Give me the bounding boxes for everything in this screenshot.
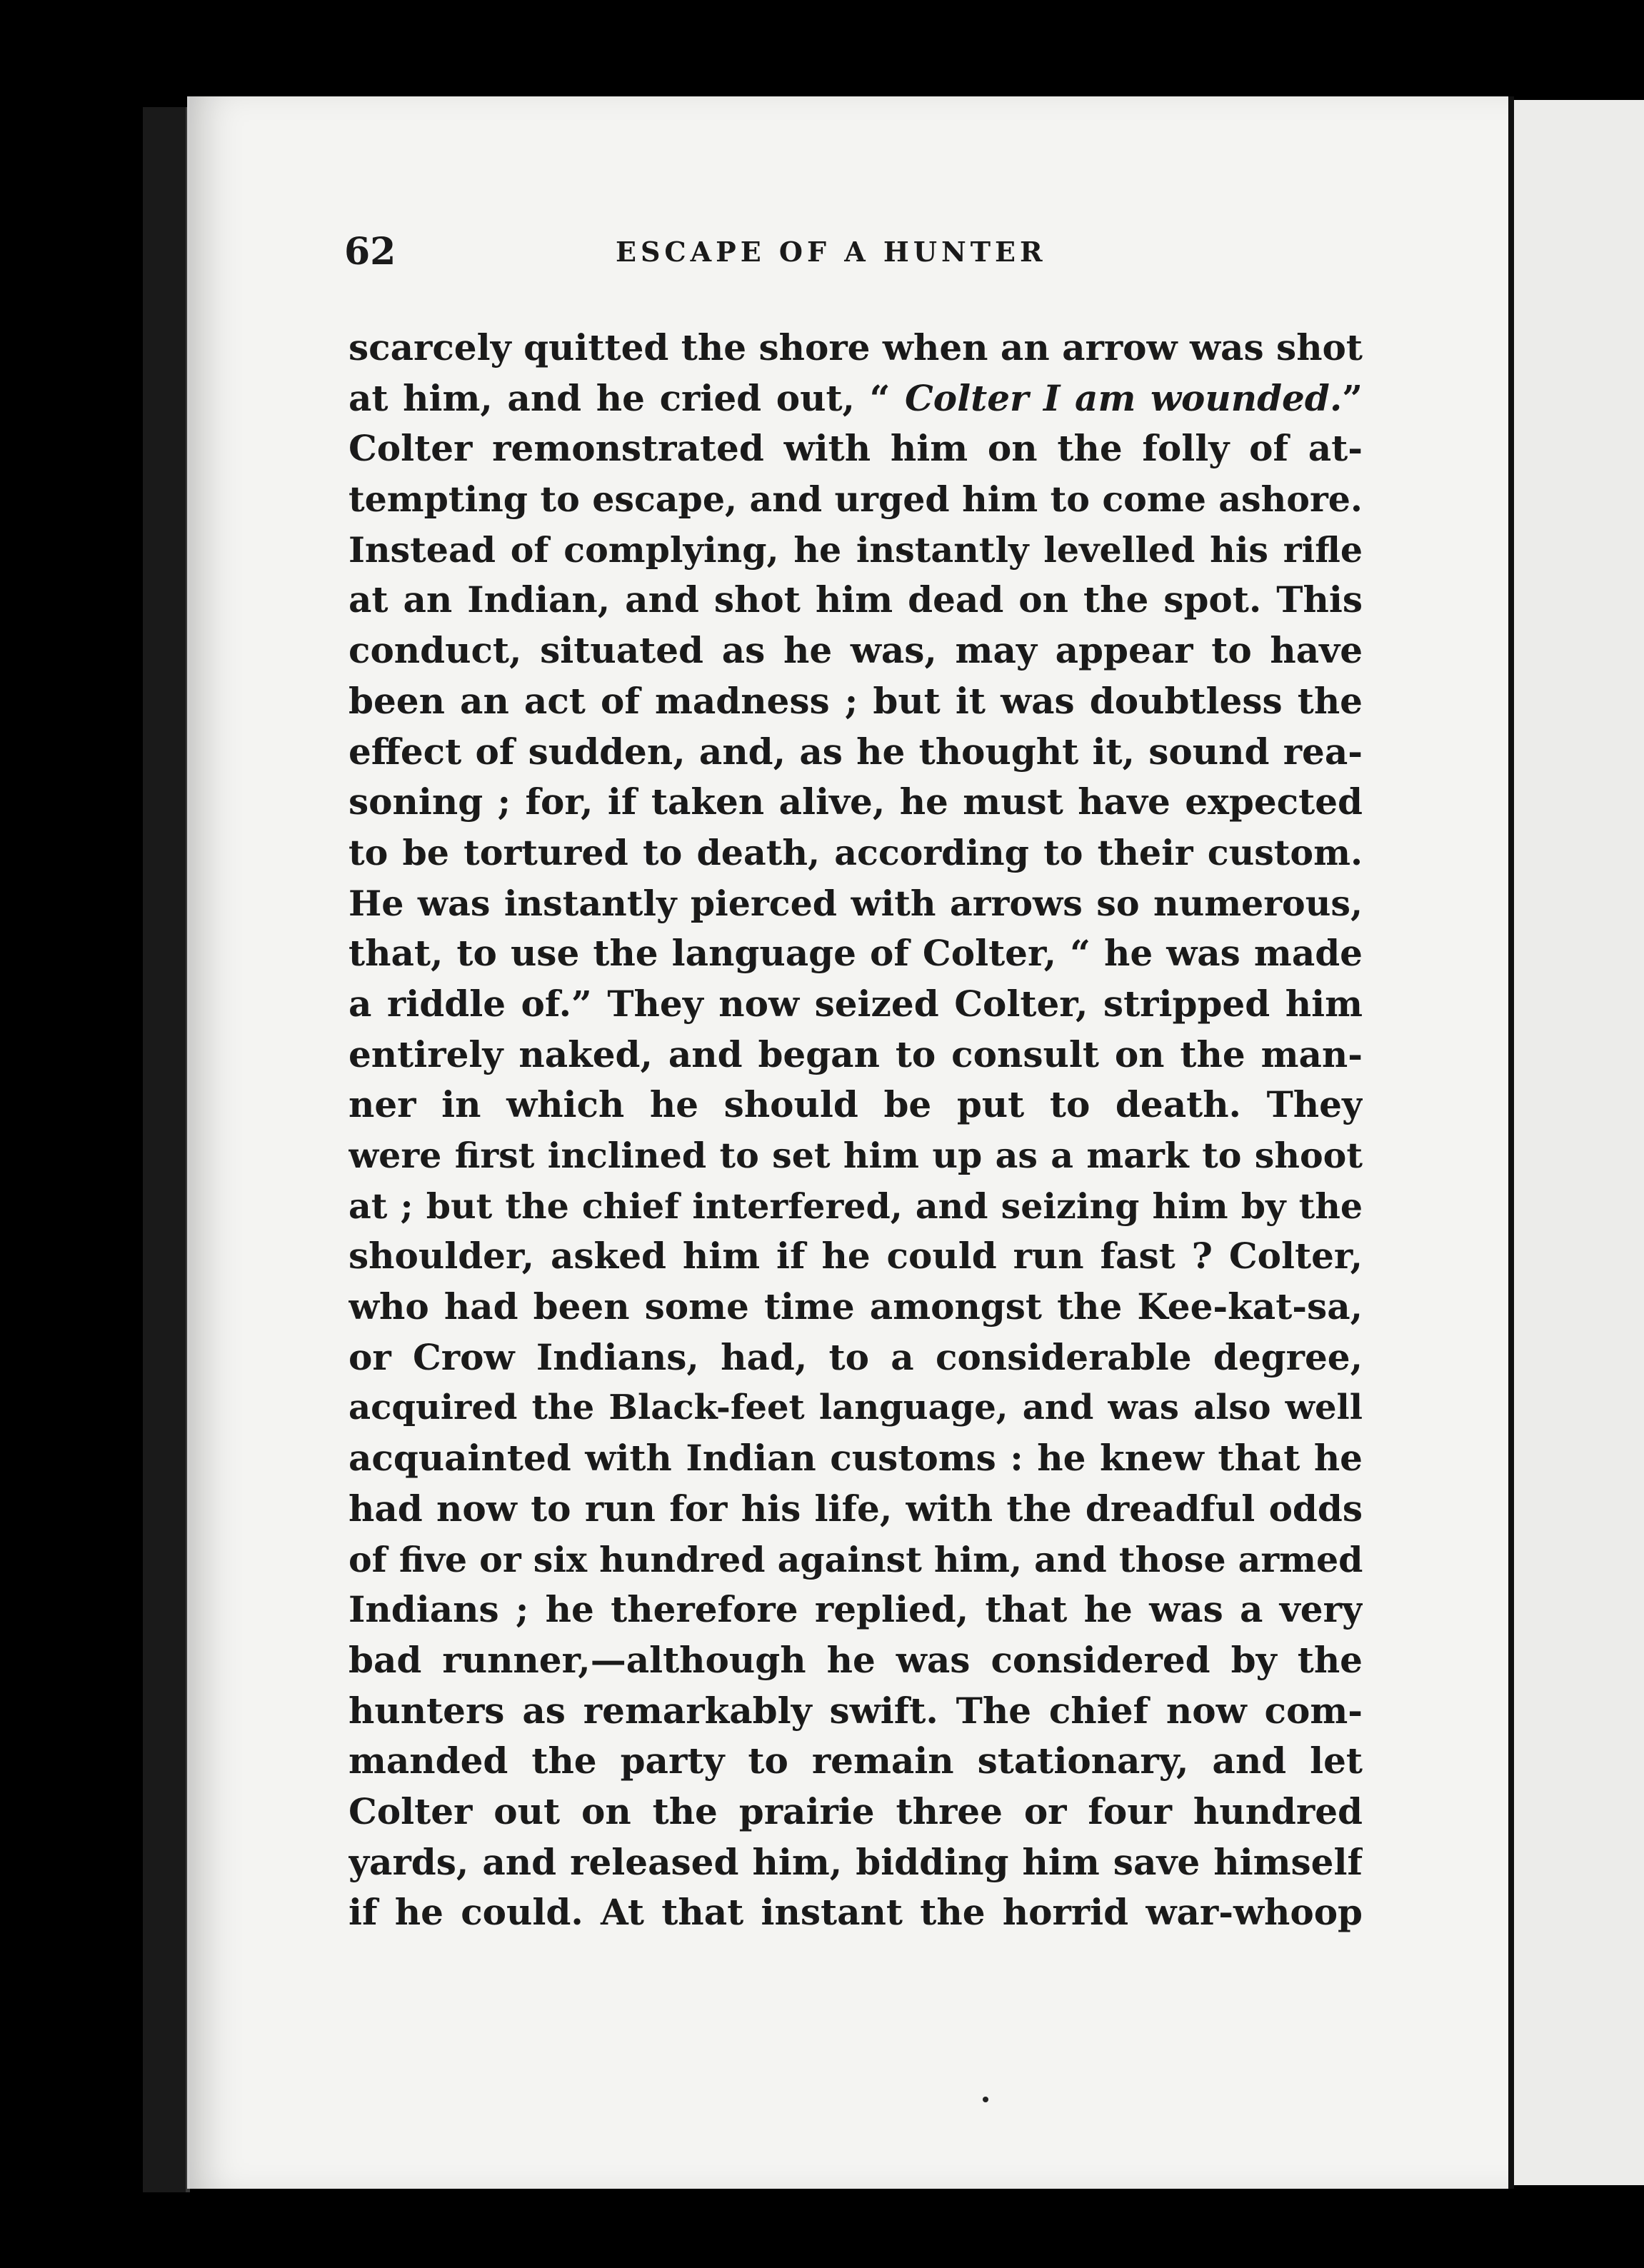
text-line: were first inclined to set him up as a mark to shoot [349,1135,1363,1176]
text-line: had now to run for his life, with the dreadful odds [349,1487,1363,1530]
page-gutter [1508,96,1514,2189]
text-line-suffix: ” [1342,376,1363,419]
text-line: manded the party to remain stationary, and let [349,1740,1363,1782]
text-line: a riddle of.” They now seized Colter, stripped him [349,982,1363,1025]
text-line: hunters as remarkably swift. The chief now com- [349,1689,1363,1732]
text-line [349,373,1363,424]
page-header [344,227,1101,277]
text-line: entirely naked, and began to consult on the man- [349,1033,1363,1075]
text-line: at an Indian, and shot him dead on the spot. This [349,578,1363,621]
text-line: Colter out on the prairie three or four hundred [349,1790,1363,1832]
facing-page-edge [1514,100,1644,2185]
text-line: soning ; for, if taken alive, he must have expected [349,781,1363,823]
text-line: Instead of complying, he instantly levelled his rifle [349,528,1363,571]
text-line: to be tortured to death, according to their custom. [349,831,1363,873]
text-line: yards, and released him, bidding him save himself [349,1840,1363,1883]
italic-quote: Colter I am wounded. [905,376,1343,419]
text-line: been an act of madness ; but it was doubtless the [349,679,1363,722]
running-head: ESCAPE OF A HUNTER [616,236,1047,268]
text-line: acquainted with Indian customs : he knew that he [349,1437,1363,1480]
body-text [349,323,1363,1938]
text-line: Indians ; he therefore replied, that he was a very [349,1588,1363,1631]
text-line: who had been some time amongst the Kee-kat-sa, [349,1285,1363,1328]
text-line: tempting to escape, and urged him to come ashore. [349,478,1363,521]
text-line: or Crow Indians, had, to a considerable degree, [349,1335,1363,1378]
text-line: shoulder, asked him if he could run fast ? Colter, [349,1235,1363,1278]
book-binding [143,107,190,2192]
text-line: Colter remonstrated with him on the folly of at- [349,427,1363,470]
text-line: acquired the Black-feet language, and was also well [349,1388,1363,1428]
text-line: ner in which he should be put to death. They [349,1083,1363,1126]
text-line: bad runner,—although he was considered by the [349,1638,1363,1681]
page-number: 62 [344,230,396,274]
text-line: He was instantly pierced with arrows so numerous, [349,882,1363,924]
text-line: conduct, situated as he was, may appear to have [349,629,1363,672]
text-line: scarcely quitted the shore when an arrow was shot [349,326,1363,368]
text-line: if he could. At that instant the horrid war-whoop [349,1891,1363,1934]
text-line: effect of sudden, and, as he thought it, sound rea- [349,730,1363,773]
text-line-prefix: at him, and he cried out, “ [349,376,905,419]
text-line: of five or six hundred against him, and those armed [349,1538,1363,1580]
text-line: that, to use the language of Colter, “ he was made [349,932,1363,975]
text-line: at ; but the chief interfered, and seizing him by the [349,1185,1363,1227]
ink-speck [983,2097,988,2102]
